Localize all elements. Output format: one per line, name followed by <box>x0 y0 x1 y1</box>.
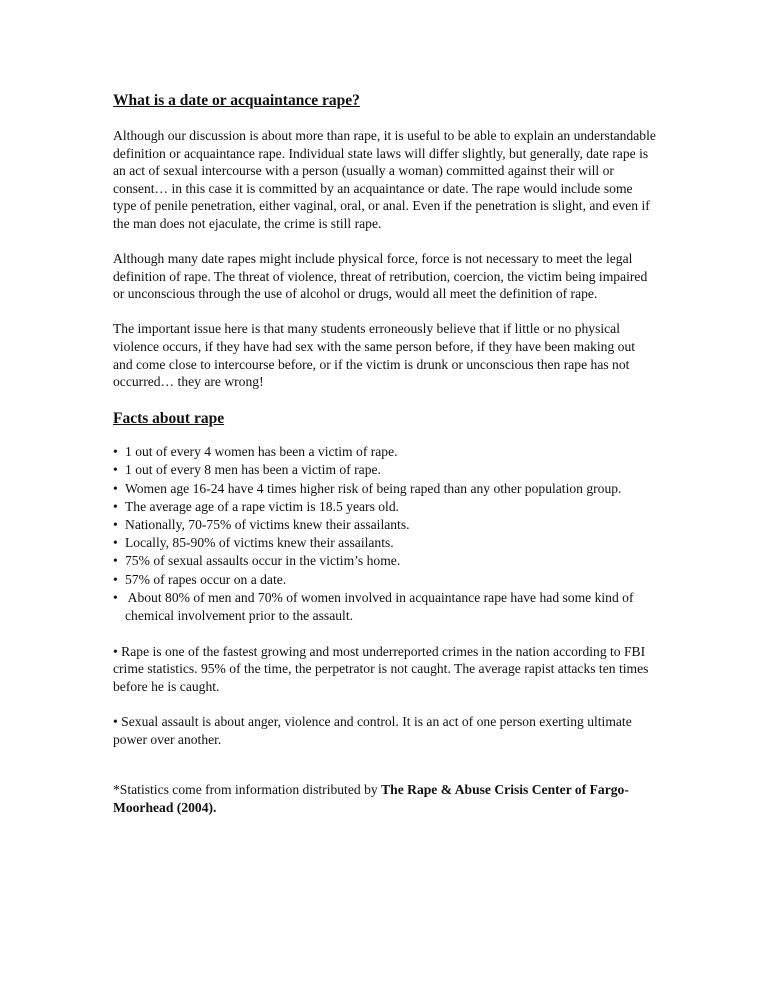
list-item: • Locally, 85-90% of victims knew their assailants. <box>113 534 658 552</box>
footnote-source: The Rape & Abuse Crisis Center of Fargo-Moorhead (2004). <box>113 782 629 815</box>
bullet-icon: • <box>113 643 118 659</box>
list-item: • The average age of a rape victim is 18.5 years old. <box>113 498 658 516</box>
list-item: • 1 out of every 4 women has been a victim of rape. <box>113 443 658 461</box>
bullet-icon: • <box>113 714 118 730</box>
bullet-icon: • <box>113 553 118 569</box>
bullet-icon: • <box>113 535 118 551</box>
bullet-icon: • <box>113 480 118 496</box>
bullet-icon: • <box>113 498 118 514</box>
list-item: • Women age 16-24 have 4 times higher risk of being raped than any other population group. <box>113 480 658 498</box>
facts-list <box>113 443 658 625</box>
list-item: • About 80% of men and 70% of women involved in acquaintance rape have had some kind of chemical involvement prior to the assault. <box>113 589 634 624</box>
bullet-icon: • <box>113 462 118 478</box>
paragraph-misconception: The important issue here is that many students erroneously believe that if little or no physical violence occurs, if they have had sex with the same person before, if they have been making out and come close to intercourse before, or if the victim is drunk or unconscious then rape has not occurred… they are wrong! <box>113 321 636 390</box>
footnote <box>113 781 658 816</box>
list-item: • 57% of rapes occur on a date. <box>113 571 658 589</box>
paragraph-underreported: • Rape is one of the fastest growing and most underreported crimes in the nation according to FBI crime statistics. 95% of the time, the perpetrator is not caught. The average rapist attacks ten times before he is caught. <box>113 643 649 694</box>
list-item: • 1 out of every 8 men has been a victim of rape. <box>113 461 658 479</box>
list-item: • 75% of sexual assaults occur in the victim’s home. <box>113 552 658 570</box>
bullet-icon: • <box>113 571 118 587</box>
footnote-prefix: *Statistics come from information distributed by <box>113 782 382 798</box>
list-item: • Nationally, 70-75% of victims knew their assailants. <box>113 516 658 534</box>
paragraph-definition: Although our discussion is about more than rape, it is useful to be able to explain an understandable definition or acquaintance rape. Individual state laws will differ slightly, but generally, date rape is an act of sexual intercourse with a person (usually a woman) committed against their will or consent… in this case it is committed by an acquaintance or date. The rape would include some type of penile penetration, either vaginal, oral, or anal. Even if the penetration is slight, and even if the man does not ejaculate, the crime is still rape. <box>113 128 656 231</box>
paragraph-force: Although many date rapes might include physical force, force is not necessary to meet the legal definition of rape. The threat of violence, threat of retribution, coercion, the victim being impaired or unconscious through the use of alcohol or drugs, would all meet the definition of rape. <box>113 251 648 302</box>
paragraph-control: • Sexual assault is about anger, violence and control. It is an act of one person exerting ultimate power over another. <box>113 714 632 747</box>
bullet-icon: • <box>113 444 118 460</box>
section-title-facts: Facts about rape <box>113 410 225 428</box>
document-page <box>113 90 658 816</box>
bullet-icon: • <box>113 589 118 605</box>
section-title-date-rape: What is a date or acquaintance rape? <box>113 92 360 109</box>
bullet-icon: • <box>113 517 118 533</box>
